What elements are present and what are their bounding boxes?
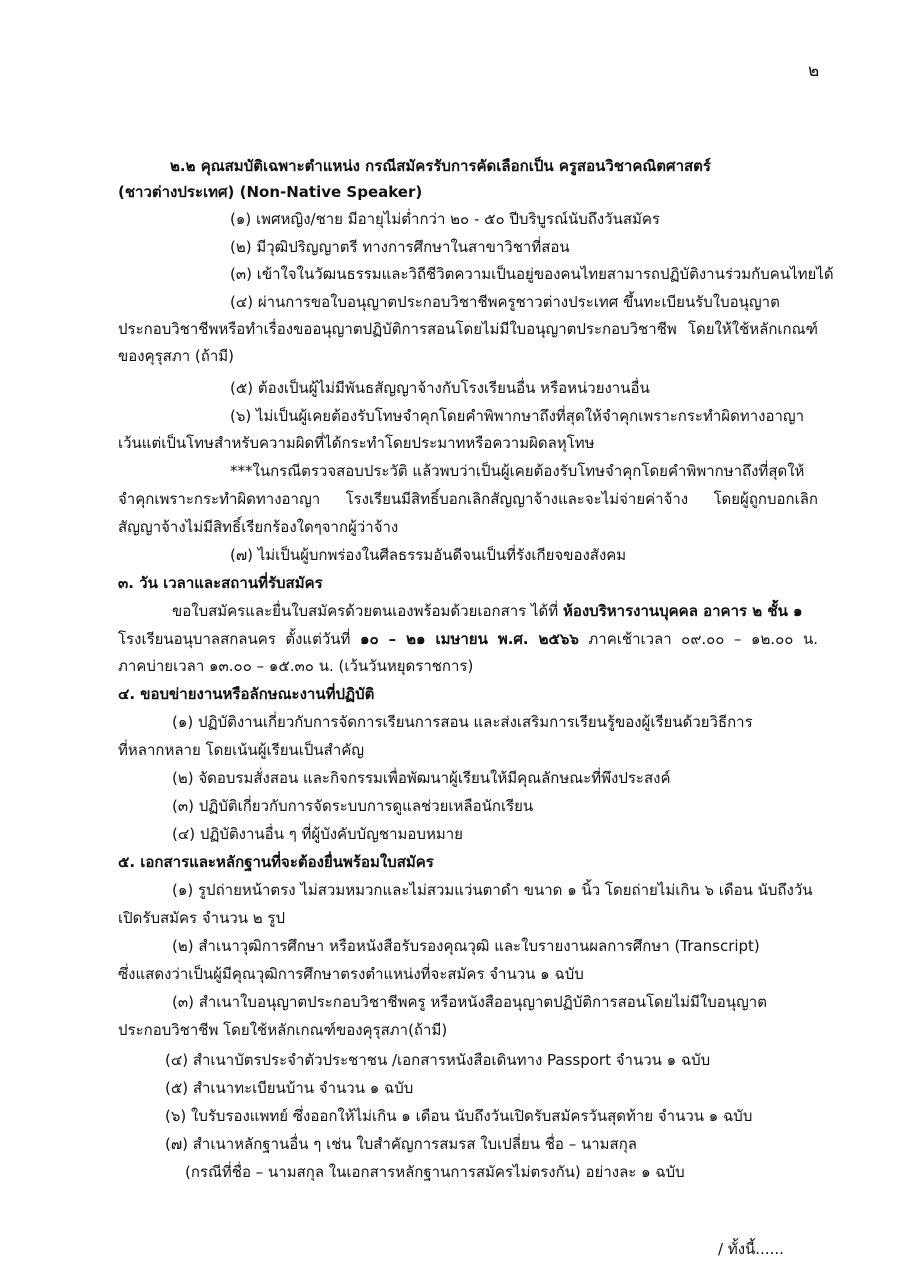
morning-hours: ภาคเช้าเวลา ๐๙.๐๐ – ๑๒.๐๐ น. [578,630,818,648]
section-2-2-heading: ๒.๒ คุณสมบัติเฉพาะตำแหน่ง กรณีสมัครรับการคัดเลือกเป็น ครูสอนวิชาคณิตศาสตร์ [170,157,711,175]
afternoon-hours: ภาคบ่ายเวลา ๑๓.๐๐ – ๑๕.๓๐ น. (เว้นวันหยุดราชการ) [118,657,474,675]
qualification-item: (๓) เข้าใจในวัฒนธรรมและวิถีชีวิตความเป็นอยู่ของคนไทยสามารถปฏิบัติงานร่วมกับคนไทยได้ [230,265,834,283]
qualification-item-continued: ประกอบวิชาชีพหรือทำเรื่องขออนุญาตปฏิบัติการสอนโดยไม่มีใบอนุญาตประกอบวิชาชีพ โดยให้ใช้หลักเกณฑ์ [118,320,818,338]
duty-item: (๔) ปฏิบัติงานอื่น ๆ ที่ผู้บังคับบัญชามอบหมาย [172,825,463,843]
document-item: (๔) สำเนาบัตรประจำตัวประชาชน /เอกสารหนังสือเดินทาง Passport จำนวน ๑ ฉบับ [165,1051,711,1069]
application-dates-text: โรงเรียนอนุบาลสกลนคร ตั้งแต่วันที่ [118,630,360,648]
duty-item-continued: ที่หลากหลาย โดยเน้นผู้เรียนเป็นสำคัญ [118,741,365,759]
document-item: (๓) สำเนาใบอนุญาตประกอบวิชาชีพครู หรือหนังสืออนุญาตปฏิบัติการสอนโดยไม่มีใบอนุญาต [172,993,767,1011]
application-date-range: ๑๐ – ๒๑ เมษายน พ.ศ. ๒๕๖๖ [359,630,579,648]
qualification-item-continued: เว้นแต่เป็นโทษสำหรับความผิดที่ได้กระทำโดยประมาทหรือความผิดลหุโทษ [118,434,595,452]
document-item-continued: (กรณีที่ชื่อ – นามสกุล ในเอกสารหลักฐานการสมัครไม่ตรงกัน) อย่างละ ๑ ฉบับ [185,1163,685,1181]
section-3-heading: ๓. วัน เวลาและสถานที่รับสมัคร [118,574,323,592]
document-item: (๑) รูปถ่ายหน้าตรง ไม่สวมหมวกและไม่สวมแว่นตาดำ ขนาด ๑ นิ้ว โดยถ่ายไม่เกิน ๖ เดือน นับถึงวัน [172,881,813,899]
section-4-heading: ๔. ขอบข่ายงานหรือลักษณะงานที่ปฏิบัติ [118,685,375,703]
background-check-note: ***ในกรณีตรวจสอบประวัติ แล้วพบว่าเป็นผู้เคยต้องรับโทษจำคุกโดยคำพิพากษาถึงที่สุดให้ [230,462,805,480]
qualification-item: (๔) ผ่านการขอใบอนุญาตประกอบวิชาชีพครูชาวต่างประเทศ ขึ้นทะเบียนรับใบอนุญาต [230,293,780,311]
application-location-text: ขอใบสมัครและยื่นใบสมัครด้วยตนเองพร้อมด้วยเอกสาร ได้ที่ [172,602,563,620]
duty-item: (๒) จัดอบรมสั่งสอน และกิจกรรมเพื่อพัฒนาผู้เรียนให้มีคุณลักษณะที่พึงประสงค์ [172,769,671,787]
duty-item: (๑) ปฏิบัติงานเกี่ยวกับการจัดการเรียนการสอน และส่งเสริมการเรียนรู้ของผู้เรียนด้วยวิธีการ [172,713,753,731]
background-check-note-continued: จำคุกเพราะกระทำผิดทางอาญา โรงเรียนมีสิทธิ์บอกเลิกสัญญาจ้างและจะไม่จ่ายค่าจ้าง โดยผู้ถูกบอกเลิก [118,490,818,508]
background-check-note-continued: สัญญาจ้างไม่มีสิทธิ์เรียกร้องใดๆจากผู้ว่าจ้าง [118,518,399,536]
section-2-2-subheading: (ชาวต่างประเทศ) (Non-Native Speaker) [118,183,423,201]
document-item: (๕) สำเนาทะเบียนบ้าน จำนวน ๑ ฉบับ [165,1079,414,1097]
duty-item: (๓) ปฏิบัติเกี่ยวกับการจัดระบบการดูแลช่วยเหลือนักเรียน [172,797,534,815]
qualification-item: (๒) มีวุฒิปริญญาตรี ทางการศึกษาในสาขาวิชาที่สอน [230,238,570,256]
qualification-item: (๑) เพศหญิง/ชาย มีอายุไม่ต่ำกว่า ๒๐ - ๕๐ ปีบริบูรณ์นับถึงวันสมัคร [230,210,660,228]
document-item-continued: ซึ่งแสดงว่าเป็นผู้มีคุณวุฒิการศึกษาตรงตำแหน่งที่จะสมัคร จำนวน ๑ ฉบับ [118,965,584,983]
document-item: (๗) สำเนาหลักฐานอื่น ๆ เช่น ใบสำคัญการสมรส ใบเปลี่ยน ชื่อ – นามสกุล [165,1135,637,1153]
document-item: (๖) ใบรับรองแพทย์ ซึ่งออกให้ไม่เกิน ๑ เดือน นับถึงวันเปิดรับสมัครวันสุดท้าย จำนวน ๑ ฉบับ [165,1107,753,1125]
document-item-continued: เปิดรับสมัคร จำนวน ๒ รูป [118,909,286,927]
qualification-item-continued: ของคุรุสภา (ถ้ามี) [118,347,235,365]
continuation-marker: / ทั้งนี้...... [718,1240,784,1258]
qualification-item: (๖) ไม่เป็นผู้เคยต้องรับโทษจำคุกโดยคำพิพากษาถึงที่สุดให้จำคุกเพราะกระทำผิดทางอาญา [230,407,805,425]
document-item-continued: ประกอบวิชาชีพ โดยใช้หลักเกณฑ์ของคุรุสภา(ถ้ามี) [118,1021,448,1039]
document-item: (๒) สำเนาวุฒิการศึกษา หรือหนังสือรับรองคุณวุฒิ และใบรายงานผลการศึกษา (Transcript) [172,937,760,955]
section-5-heading: ๕. เอกสารและหลักฐานที่จะต้องยื่นพร้อมใบสมัคร [118,853,434,871]
application-dates [118,628,818,650]
page-number: ๒ [808,61,820,81]
qualification-item: (๕) ต้องเป็นผู้ไม่มีพันธสัญญาจ้างกับโรงเรียนอื่น หรือหน่วยงานอื่น [230,379,650,397]
application-location [172,600,803,622]
application-office: ห้องบริหารงานบุคคล อาคาร ๒ ชั้น ๑ [562,602,803,620]
qualification-item: (๗) ไม่เป็นผู้บกพร่องในศีลธรรมอันดีจนเป็นที่รังเกียจของสังคม [230,546,627,564]
